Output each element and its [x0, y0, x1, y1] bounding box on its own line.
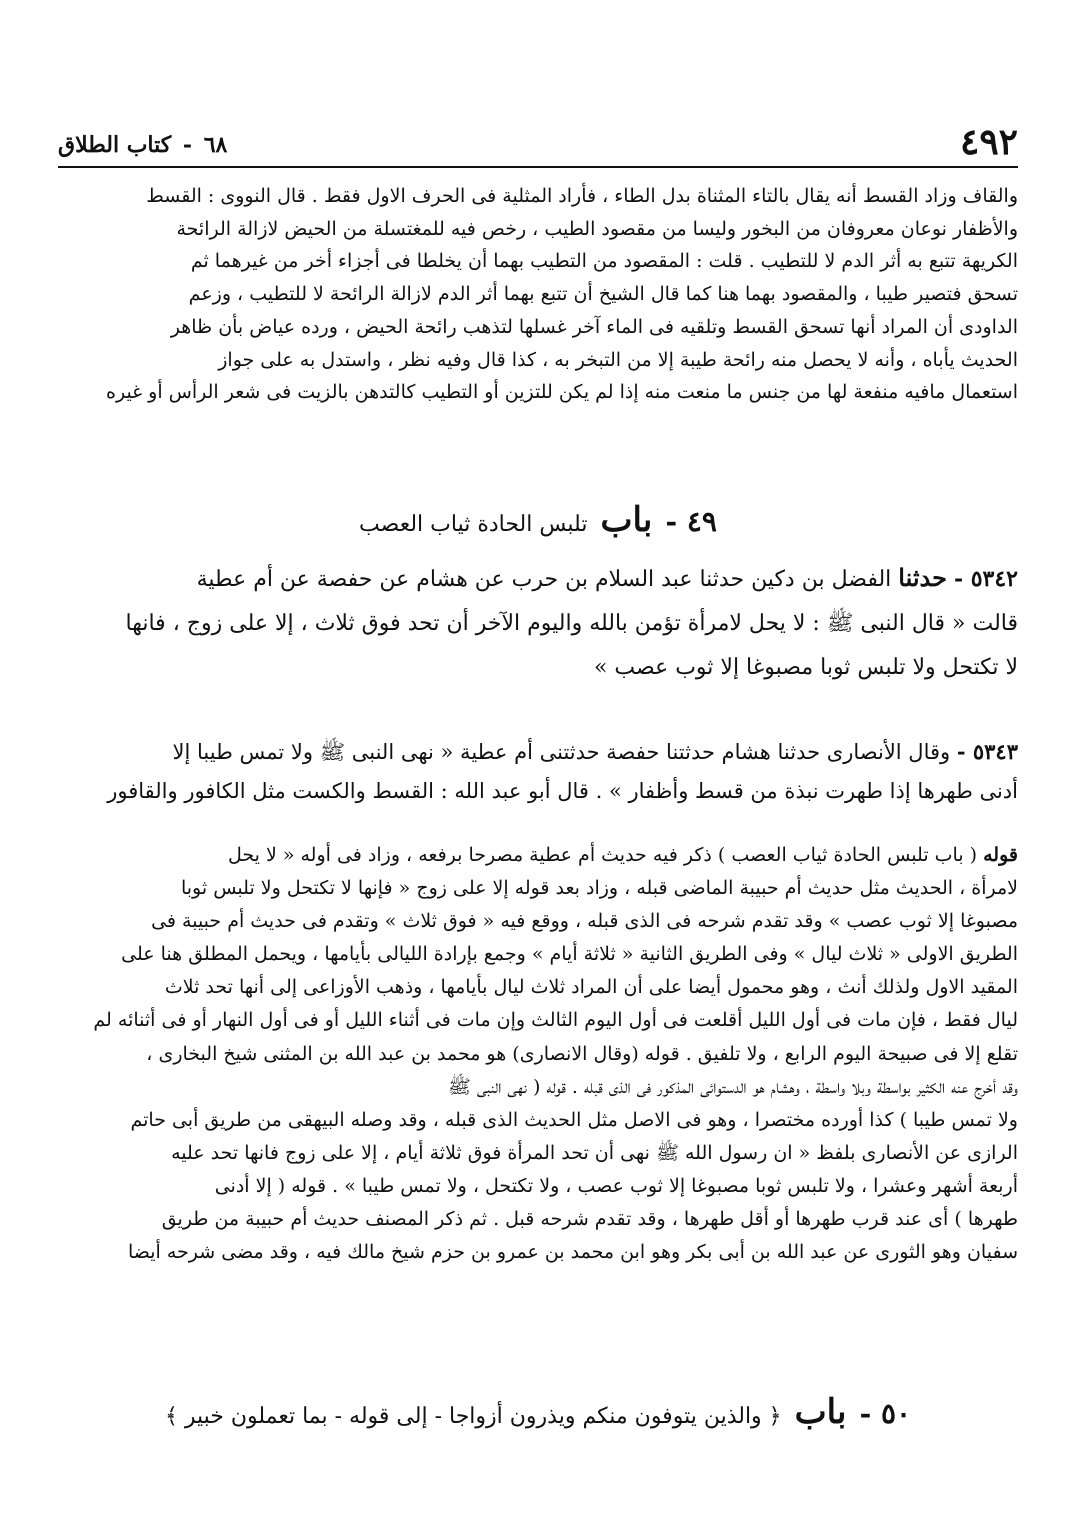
- text-line: والأظفار نوعان معروفان من البخور وليسا من مقصود الطيب ، رخص فيه للمغتسلة من الحيض لازالة الرائحة: [176, 217, 1018, 240]
- chapter-heading-50: [58, 1392, 1018, 1432]
- text-line: طهرها ) أى عند قرب طهرها أو أقل طهرها ، وقد تقدم شرحه قبل . ثم ذكر المصنف حديث أم حبيبة من طريق: [161, 1208, 1018, 1231]
- chapter-number: ٤٩ -: [665, 505, 717, 538]
- chapter-number: ٥٠ -: [859, 1397, 912, 1430]
- chapter-heading-49: [58, 500, 1018, 540]
- text-line: والقاف وزاد القسط أنه يقال بالتاء المثناة بدل الطاء ، فأراد المثلية فى الحرف الاول فقط . قال النووى : القسط: [146, 185, 1018, 207]
- commentary-text: ( باب تلبس الحادة ثياب العصب ) ذكر فيه حديث أم عطية مصرحا برفعه ، وزاد فى أوله « لا يحل: [227, 844, 978, 866]
- text-line: ليال فقط ، فإن مات فى أول الليل أقلعت فى أول اليوم الثالث وإن مات فى أثناء الليل أو فى أول النهار أو فى أثنائه لم: [93, 1009, 1018, 1032]
- book-number: ٦٨: [203, 132, 228, 158]
- text-line: تسحق فتصير طيبا ، والمقصود بهما هنا كما قال الشيخ أن تتبع بهما أثر الدم لازالة الرائحة لا للتطيب ، وزعم: [188, 283, 1018, 306]
- hadith-number: ٥٣٤٢ -: [953, 566, 1018, 592]
- text-line: الداودى أن المراد أنها تسحق القسط وتلقيه فى الماء آخر غسلها لتذهب رائحة الحيض ، ورده عياض بأن ظاهر: [170, 315, 1018, 338]
- hadith-line: [58, 556, 1018, 602]
- hadith-5343: [58, 732, 1018, 811]
- text-line: سفيان وهو الثورى عن عبد الله بن أبى بكر وهو ابن محمد بن عمرو بن حزم شيخ مالك فيه ، وقد مضى شرحه أيضا: [127, 1241, 1018, 1264]
- text-line: الرازى عن الأنصارى بلفظ « ان رسول الله ﷺ نهى أن تحد المرأة فوق ثلاثة أيام ، إلا على زوج فانها تحد عليه: [171, 1141, 1018, 1164]
- hadith-text: الفضل بن دكين حدثنا عبد السلام بن حرب عن هشام عن حفصة عن أم عطية: [196, 567, 892, 592]
- hadith-line: قالت « قال النبى ﷺ : لا يحل لامرأة تؤمن بالله واليوم الآخر أن تحد فوق ثلاث ، إلا على زوج ، فانها: [125, 611, 1018, 636]
- text-line: الحديث يأباه ، وأنه لا يحصل منه رائحة طيبة إلا من التبخر به ، كذا قال وفيه نظر ، واستدل به على جواز: [218, 348, 1018, 371]
- chapter-word: باب: [600, 500, 653, 540]
- text-line: لامرأة ، الحديث مثل حديث أم حبيبة الماضى قبله ، وزاد بعد قوله إلا على زوج « فإنها لا تكتحل ولا تلبس ثوبا: [180, 877, 1018, 900]
- hadith-line: لا تكتحل ولا تلبس ثوبا مصبوغا إلا ثوب عصب »: [593, 655, 1018, 680]
- text-line: المقيد الاول ولذلك أنث ، وهو محمول أيضا على أن المراد ثلاث ليال بأيامها ، وذهب الأوزاعى إلى أنها تحد ثلاث: [164, 976, 1018, 999]
- text-line: [58, 839, 1018, 872]
- text-line: ولا تمس طيبا ) كذا أورده مختصرا ، وهو فى الاصل مثل الحديث الذى قبله ، وقد وصله البيهقى من طريق أبى حاتم: [130, 1108, 1018, 1131]
- hadith-line: [58, 732, 1018, 772]
- hadith-line: أدنى طهرها إذا طهرت نبذة من قسط وأظفار » . قال أبو عبد الله : القسط والكست مثل الكافور والقافور: [107, 779, 1018, 803]
- hadith-number: ٥٣٤٣ -: [956, 739, 1018, 764]
- commentary-top: [58, 180, 1018, 409]
- chapter-title: تلبس الحادة ثياب العصب: [359, 512, 588, 537]
- text-line: أربعة أشهر وعشرا ، ولا تلبس ثوبا مصبوغا إلا ثوب عصب ، ولا تكتحل ، ولا تمس طيبا » . قوله ( إلا أدنى: [214, 1174, 1018, 1197]
- book-title: كتاب الطلاق: [58, 132, 172, 158]
- haddatha-word: حدثنا: [898, 563, 947, 592]
- text-line: الكريهة تتبع به أثر الدم لا للتطيب . قلت : المقصود من التطيب بهما أن يخلطا فى أجزاء أخر من غيرهما ثم: [190, 250, 1018, 273]
- qawluhu-word: قوله: [983, 844, 1018, 866]
- chapter-title: ﴿ والذين يتوفون منكم ويذرون أزواجا - إلى قوله - بما تعملون خبير ﴾: [164, 1404, 782, 1429]
- chapter-word: باب: [794, 1392, 847, 1432]
- book-page: [58, 0, 1018, 1535]
- text-line: استعمال مافيه منفعة لها من جنس ما منعت منه إذا لم يكن للتزين أو التطيب كالتدهن بالزيت فى شعر الرأس أو غيره: [106, 381, 1018, 404]
- header-separator: -: [182, 132, 193, 158]
- text-line: وقد أخرج عنه الكثير بواسطة وبلا واسطة ، وهشام هو الدستوائى المذكور فى الذى قبله . قوله ( نهى النبى ﷺ: [447, 1075, 1018, 1098]
- hadith-text: وقال الأنصارى حدثنا هشام حدثتنا حفصة حدثتنى أم عطية « نهى النبى ﷺ ولا تمس طيبا إلا: [172, 740, 951, 764]
- commentary-bottom: [58, 839, 1018, 1269]
- text-line: الطريق الاولى « ثلاث ليال » وفى الطريق الثانية « ثلاثة أيام » وجمع بإرادة الليالى بأيامها ، ويحمل المطلق هنا على: [121, 943, 1018, 966]
- page-number: ٤٩٢: [959, 121, 1018, 163]
- text-line: مصبوغا إلا ثوب عصب » وقد تقدم شرحه فى الذى قبله ، ووقع فيه « فوق ثلاث » وتقدم فى حديث أم حبيبة فى: [151, 910, 1018, 933]
- hadith-5342: [58, 556, 1018, 690]
- running-title: [58, 132, 227, 166]
- page-header: [58, 118, 1018, 168]
- text-line: تقلع إلا فى صبيحة اليوم الرابع ، ولا تلفيق . قوله (وقال الانصارى) هو محمد بن عبد الله بن المثنى شيخ البخارى ،: [146, 1042, 1018, 1065]
